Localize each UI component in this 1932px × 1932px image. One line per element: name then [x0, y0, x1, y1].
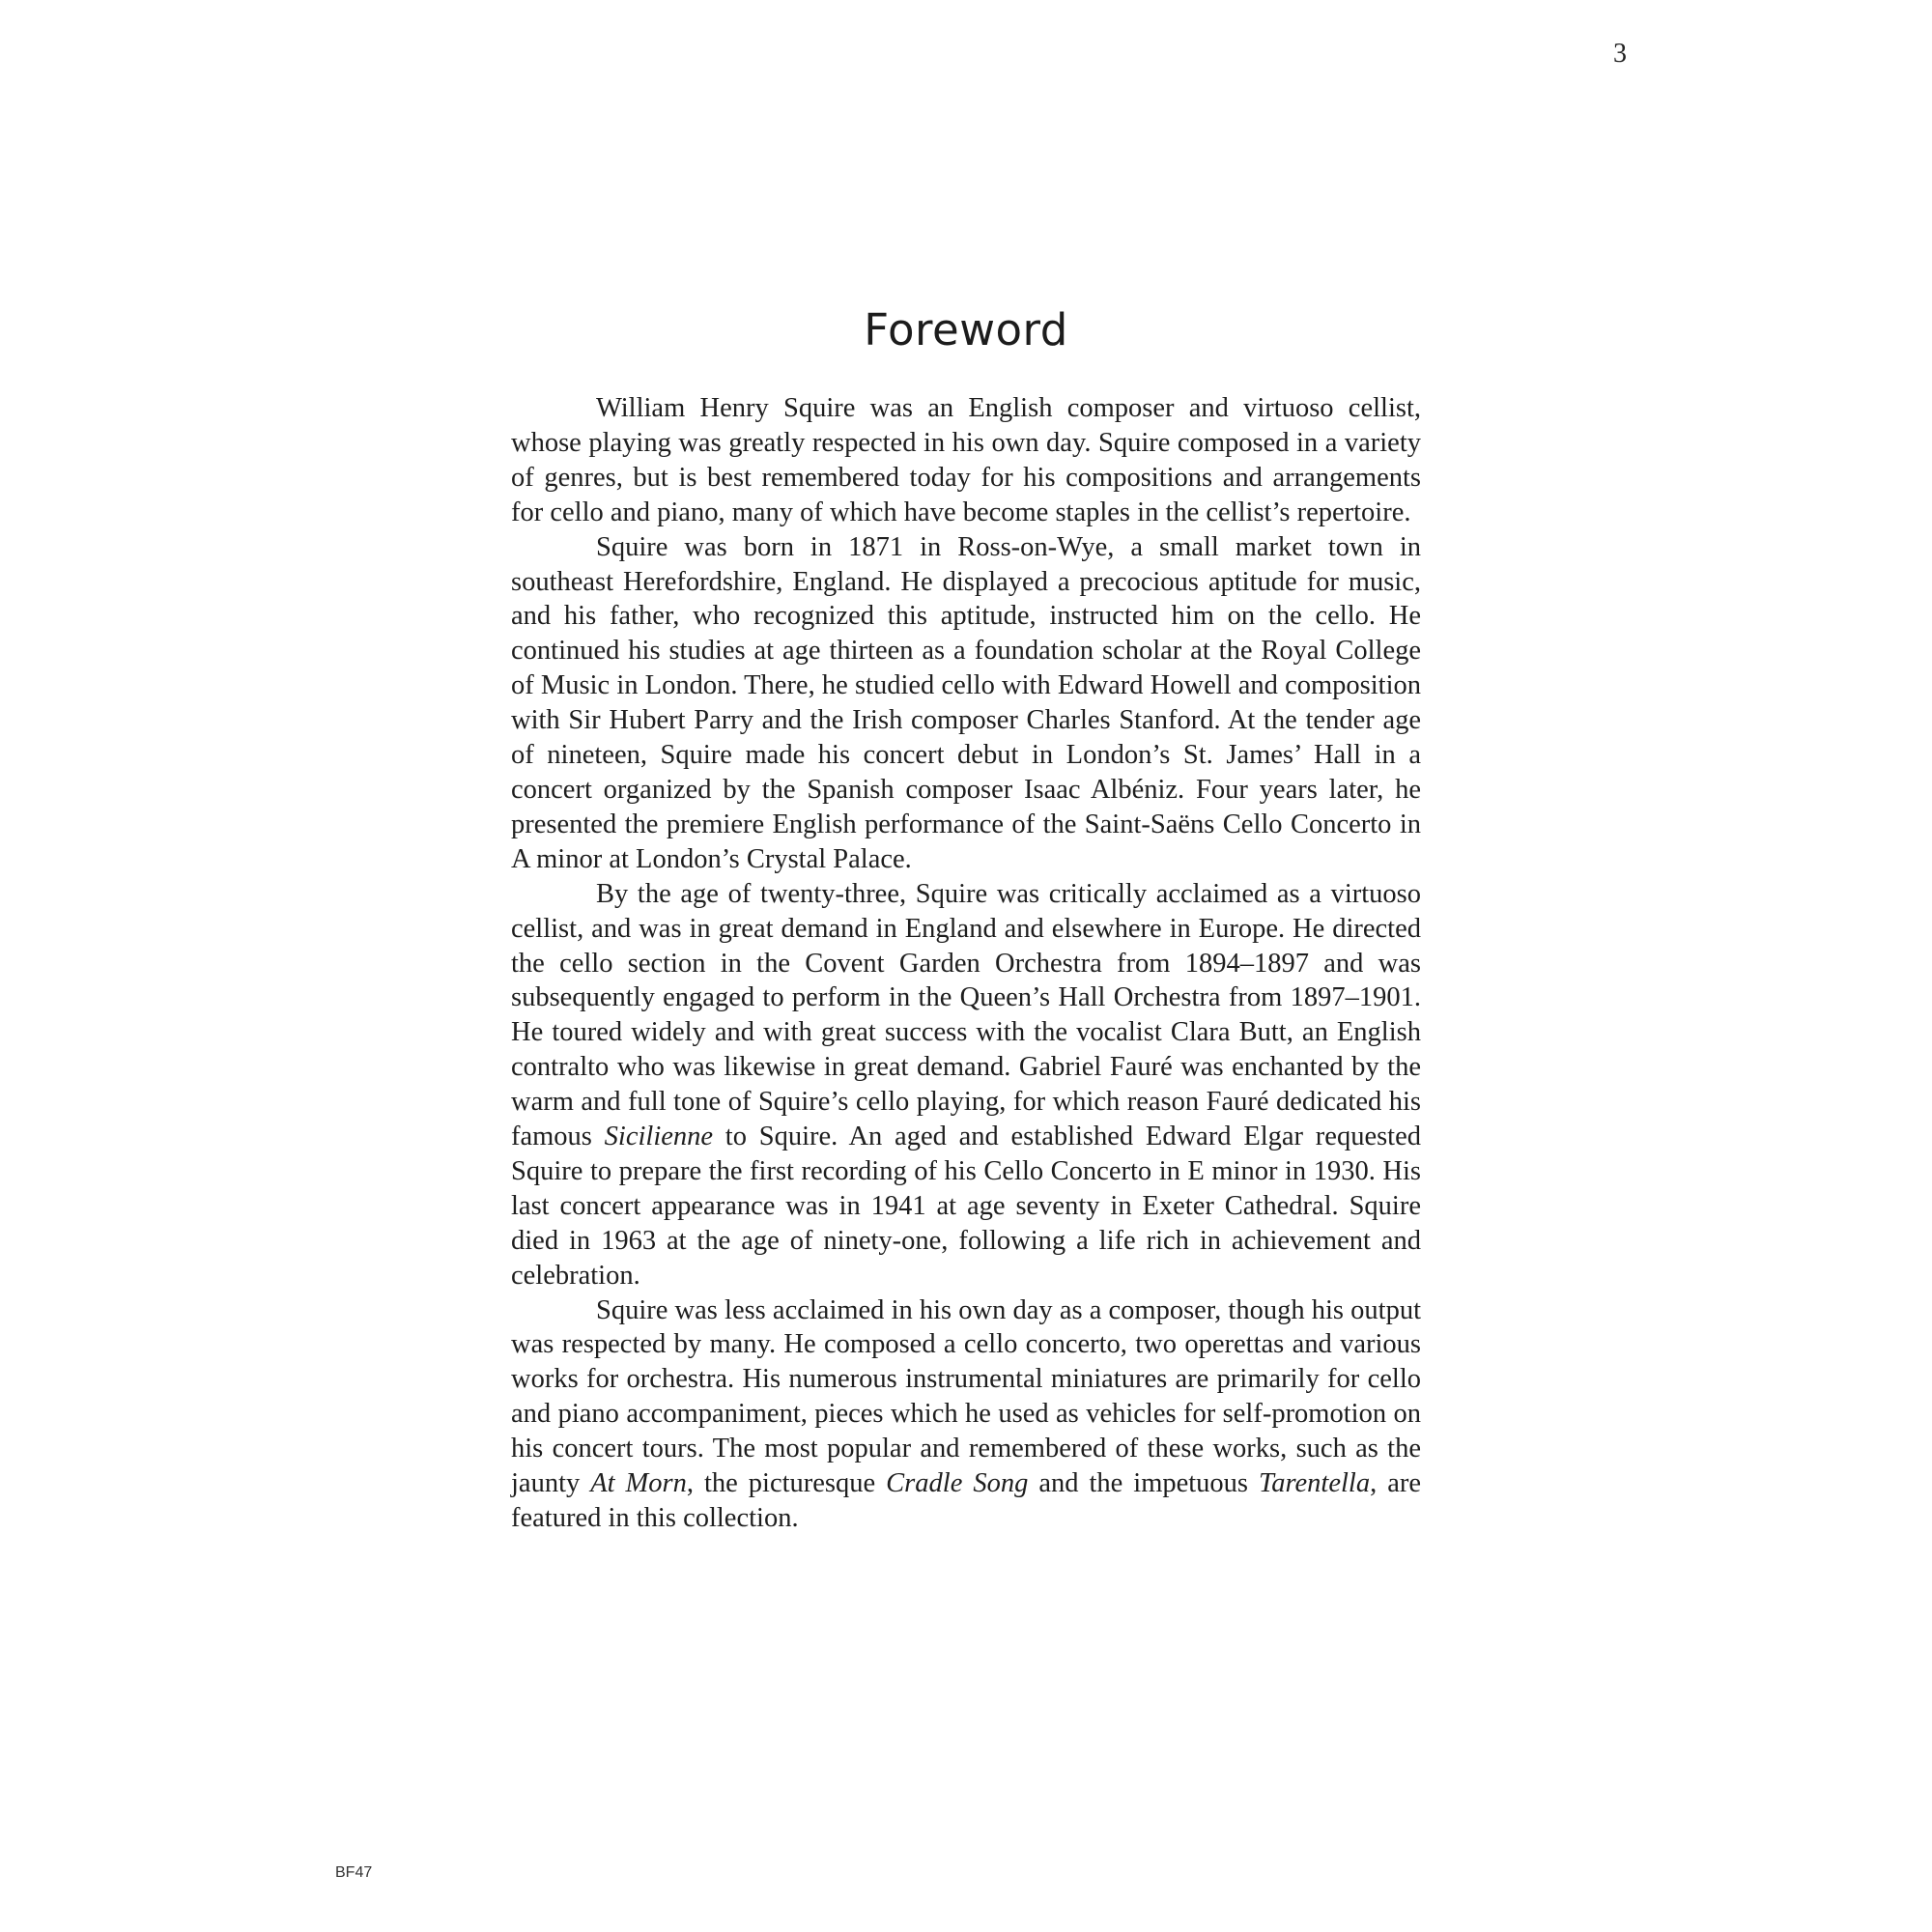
at-morn-title: At Morn — [590, 1468, 687, 1499]
paragraph-2-text: Squire was born in 1871 in Ross-on-Wye, a small market town in southeast Herefordshire, England. He displayed a precocious aptitude for music, and his father, who recognized this aptitude, instructed him on the cello. He continued his studies at age thirteen as a foundation scholar at the Royal College of Music in London. There, he studied cello with Edward Howell and composition with Sir Hubert Parry and the Irish composer Charles Stanford. At the tender age of nineteen, Squire made his concert debut in London’s St. James’ Hall in a concert organized by the Spanish composer Isaac Albéniz. Four years later, he presented the premiere English performance of the Saint-Saëns Cello Concerto in A minor at London’s Crystal Palace. — [511, 531, 1421, 874]
paragraph-2 — [511, 530, 1421, 877]
page-title: Foreword — [864, 304, 1068, 355]
paragraph-1-text: William Henry Squire was an English composer and virtuoso cellist, whose playing was greatly respected in his own day. Squire composed in a variety of genres, but is best remembered today for his compositions and arrangements for cello and piano, many of which have become staples in the cellist’s repertoire. — [511, 393, 1421, 527]
paragraph-3-text-b: to Squire. An aged and established Edward Elgar requested Squire to prepare the first recording of his Cello Concerto in E minor in 1930. His last concert appearance was in 1941 at age seventy in Exeter Cathedral. Squire died in 1963 at the age of ninety-one, following a life rich in achievement and celebration. — [511, 1122, 1422, 1291]
paragraph-4-text-b: , the picturesque — [686, 1468, 887, 1499]
paragraph-4-text-a: Squire was less acclaimed in his own day as a composer, though his output was respected by many. He composed a cello concerto, two operettas and various works for orchestra. His numerous instrumental miniatures are primarily for cello and piano accompaniment, pieces which he used as vehicles for self-promotion on his concert tours. The most popular and remembered of these works, such as the jaunty — [511, 1294, 1421, 1499]
paragraph-4-text-d: , are featured in this collection. — [511, 1468, 1421, 1533]
paragraph-3 — [511, 877, 1421, 1293]
sicilienne-title: Sicilienne — [604, 1122, 714, 1152]
catalog-code: BF47 — [335, 1864, 373, 1881]
cradle-song-title: Cradle Song — [886, 1468, 1029, 1499]
paragraph-3-text-a: By the age of twenty-three, Squire was critically acclaimed as a virtuoso cellist, and was in great demand in England and elsewhere in Europe. He directed the cello section in the Covent Garden Orchestra from 1894–1897 and was subsequently engaged to perform in the Queen’s Hall Orchestra from 1897–1901. He toured widely and with great success with the vocalist Clara Butt, an English contralto who was likewise in great demand. Gabriel Fauré was enchanted by the warm and full tone of Squire’s cello playing, for which reason Fauré dedicated his famous — [511, 878, 1421, 1152]
tarentella-title: Tarentella — [1259, 1468, 1371, 1499]
paragraph-1 — [511, 391, 1421, 530]
page-number: 3 — [1613, 39, 1627, 69]
paragraph-4-text-c: and the impetuous — [1028, 1468, 1260, 1499]
paragraph-4 — [511, 1293, 1421, 1536]
foreword-body — [511, 391, 1421, 1536]
